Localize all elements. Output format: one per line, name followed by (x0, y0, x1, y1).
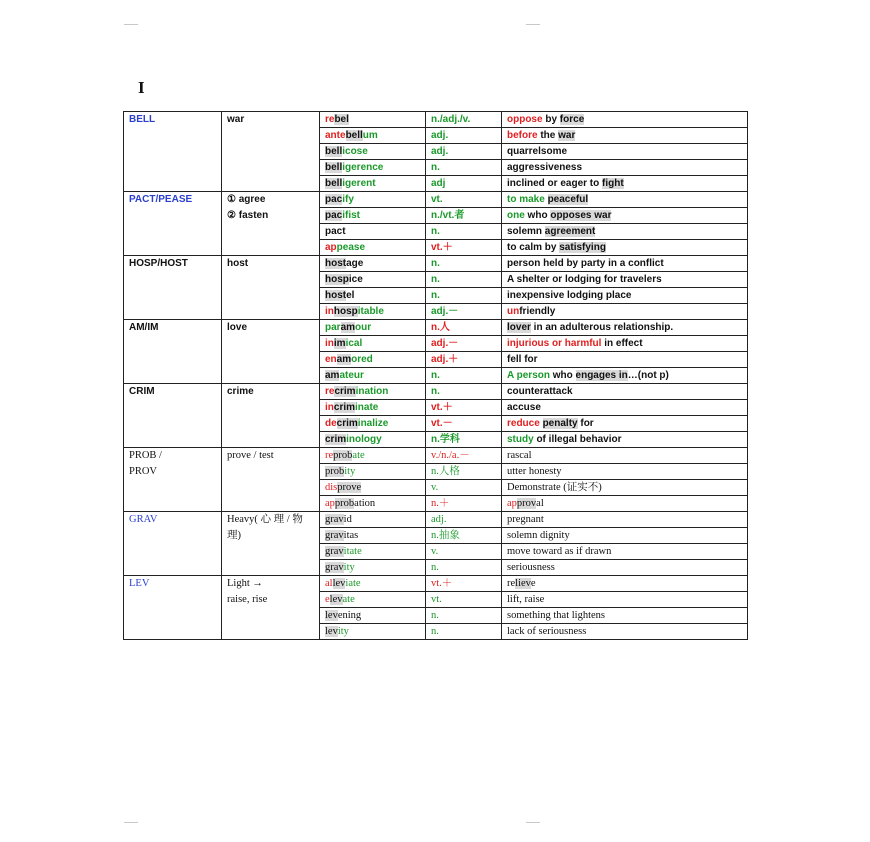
word-cell (320, 592, 426, 608)
word-cell (320, 448, 426, 464)
word-segment: grav (325, 562, 344, 573)
word-cell (320, 464, 426, 480)
definition-segment: seriousness (507, 562, 555, 573)
part-of-speech-cell (426, 192, 502, 208)
part-of-speech-cell (426, 480, 502, 496)
word-segment: pease (336, 242, 366, 253)
table-row (124, 576, 748, 592)
definition-segment: something that lightens (507, 610, 605, 621)
part-of-speech-cell (426, 320, 502, 336)
word-cell (320, 496, 426, 512)
pos-segment: n. (431, 162, 440, 173)
page-letter: I (138, 78, 145, 97)
definition-cell (502, 544, 748, 560)
definition-segment: to calm by (507, 242, 560, 253)
word-segment: crim (334, 386, 356, 397)
definition-segment: lift, raise (507, 594, 545, 605)
definition-segment: oppose (507, 114, 543, 125)
word-segment: crim (336, 418, 358, 429)
definition-segment: accuse (507, 402, 541, 413)
word-segment: ical (345, 338, 363, 349)
word-segment: itate (343, 546, 362, 557)
pos-segment: adj. (431, 130, 449, 141)
table-row (124, 192, 748, 208)
meaning-cell: war (222, 112, 320, 192)
definition-segment: injurious or harmful (507, 338, 602, 349)
definition-cell (502, 336, 748, 352)
pos-segment: vt. (431, 594, 442, 605)
definition-cell (502, 528, 748, 544)
word-cell (320, 320, 426, 336)
word-segment: am (340, 322, 356, 333)
word-segment: igerence (342, 162, 384, 173)
word-segment: grav (325, 530, 344, 541)
definition-cell (502, 352, 748, 368)
definition-segment: solemn (507, 226, 545, 237)
definition-cell (502, 144, 748, 160)
root-cell: GRAV (124, 512, 222, 576)
part-of-speech-cell (426, 432, 502, 448)
definition-cell (502, 256, 748, 272)
word-segment: prob (333, 450, 353, 461)
word-segment: pac (325, 210, 343, 221)
part-of-speech-cell (426, 160, 502, 176)
definition-segment: in an adulterous relationship. (530, 322, 674, 333)
part-of-speech-cell (426, 176, 502, 192)
pos-segment: n.＋ (431, 498, 450, 509)
definition-segment: lack of seriousness (507, 626, 587, 637)
pos-segment: n. (431, 610, 439, 621)
word-segment: de (325, 418, 337, 429)
word-segment: inology (346, 434, 382, 445)
corner-mark-top-left (124, 24, 138, 25)
pos-segment: n. (431, 370, 440, 381)
word-segment: in (325, 306, 334, 317)
word-segment: ity (337, 626, 349, 637)
definition-segment: one (507, 210, 525, 221)
part-of-speech-cell (426, 544, 502, 560)
pos-segment: n.学科 (431, 434, 460, 445)
meaning-cell: ① agree ② fasten (222, 192, 320, 256)
definition-cell (502, 576, 748, 592)
word-segment: el (346, 290, 355, 301)
pos-segment: n. (431, 386, 440, 397)
word-cell (320, 528, 426, 544)
part-of-speech-cell (426, 400, 502, 416)
word-segment: itas (343, 530, 359, 541)
definition-segment: …(not p) (627, 370, 669, 381)
part-of-speech-cell (426, 336, 502, 352)
word-segment: grav (325, 546, 344, 557)
root-cell: BELL (124, 112, 222, 192)
word-segment: bell (325, 162, 343, 173)
table-row (124, 512, 748, 528)
pos-segment: vt.－ (431, 418, 453, 429)
word-segment: re (325, 386, 335, 397)
part-of-speech-cell (426, 496, 502, 512)
table-row (124, 256, 748, 272)
vocabulary-table (123, 111, 748, 640)
word-cell (320, 192, 426, 208)
word-segment: host (325, 258, 347, 269)
part-of-speech-cell (426, 576, 502, 592)
word-cell (320, 560, 426, 576)
part-of-speech-cell (426, 304, 502, 320)
part-of-speech-cell (426, 256, 502, 272)
definition-segment: lover (507, 322, 531, 333)
word-segment: in (325, 338, 334, 349)
pos-segment: adj. (431, 146, 449, 157)
meaning-cell: prove / test (222, 448, 320, 512)
definition-cell (502, 160, 748, 176)
definition-segment: of illegal behavior (533, 434, 622, 445)
root-cell: PACT/PEASE (124, 192, 222, 256)
word-segment: im (333, 338, 346, 349)
pos-segment: n./vt.者 (431, 210, 465, 221)
word-segment: in (325, 402, 334, 413)
root-cell: AM/IM (124, 320, 222, 384)
word-cell (320, 208, 426, 224)
word-segment: par (325, 322, 341, 333)
part-of-speech-cell (426, 624, 502, 640)
definition-cell (502, 560, 748, 576)
definition-segment: aggressiveness (507, 162, 583, 173)
word-segment: lev (325, 626, 338, 637)
pos-segment: v. (431, 546, 439, 557)
word-segment: hosp (325, 274, 349, 285)
definition-segment: ap (507, 498, 517, 509)
definition-cell (502, 320, 748, 336)
word-cell (320, 576, 426, 592)
word-segment: ify (342, 194, 354, 205)
definition-segment: friendly (519, 306, 556, 317)
word-segment: ate (352, 450, 365, 461)
definition-segment: un (507, 306, 520, 317)
meaning-cell: love (222, 320, 320, 384)
definition-segment: al (536, 498, 544, 509)
definition-segment: by (542, 114, 560, 125)
definition-cell (502, 608, 748, 624)
word-cell (320, 256, 426, 272)
pos-segment: n. (431, 562, 439, 573)
definition-segment: to make (507, 194, 548, 205)
word-segment: icose (342, 146, 368, 157)
table-row (124, 320, 748, 336)
definition-cell (502, 368, 748, 384)
definition-segment: in effect (601, 338, 643, 349)
word-cell (320, 160, 426, 176)
word-segment: lev (332, 578, 346, 589)
word-segment: lev (325, 610, 338, 621)
definition-segment: engages in (575, 370, 628, 381)
table-row (124, 384, 748, 400)
definition-segment: study (507, 434, 534, 445)
definition-segment: opposes war (550, 210, 612, 221)
word-cell (320, 144, 426, 160)
word-segment: ap (325, 242, 337, 253)
part-of-speech-cell (426, 528, 502, 544)
word-segment: crim (325, 434, 347, 445)
pos-segment: vt.＋ (431, 578, 453, 589)
word-segment: pac (325, 194, 343, 205)
word-segment: e (325, 594, 330, 605)
definition-cell (502, 192, 748, 208)
definition-cell (502, 176, 748, 192)
word-cell (320, 224, 426, 240)
part-of-speech-cell (426, 240, 502, 256)
word-segment: ate (342, 594, 355, 605)
definition-segment: pregnant (507, 514, 544, 525)
pos-segment: adj.－ (431, 338, 459, 349)
definition-cell (502, 400, 748, 416)
corner-mark-top-right (526, 24, 540, 25)
definition-segment: Demonstrate (证实不) (507, 482, 602, 493)
word-segment: ateur (339, 370, 364, 381)
part-of-speech-cell (426, 128, 502, 144)
definition-cell (502, 624, 748, 640)
definition-segment: counterattack (507, 386, 573, 397)
word-cell (320, 384, 426, 400)
word-segment: prob (325, 466, 345, 477)
word-segment: itable (357, 306, 384, 317)
part-of-speech-cell (426, 560, 502, 576)
definition-segment: inexpensive lodging place (507, 290, 632, 301)
word-segment: re (325, 450, 334, 461)
word-segment: id (343, 514, 352, 525)
word-cell (320, 544, 426, 560)
word-segment: crim (333, 402, 356, 413)
pos-segment: v./n./a.－ (431, 450, 470, 461)
definition-segment: peaceful (547, 194, 589, 205)
meaning-cell: Light → raise, rise (222, 576, 320, 640)
word-segment: ation (354, 498, 376, 509)
definition-cell (502, 432, 748, 448)
word-segment: re (325, 114, 335, 125)
definition-cell (502, 448, 748, 464)
corner-mark-bottom-right (526, 822, 540, 823)
part-of-speech-cell (426, 448, 502, 464)
part-of-speech-cell (426, 384, 502, 400)
definition-cell (502, 464, 748, 480)
definition-cell (502, 272, 748, 288)
word-segment: ored (351, 354, 373, 365)
part-of-speech-cell (426, 416, 502, 432)
word-segment: age (346, 258, 364, 269)
definition-cell (502, 224, 748, 240)
part-of-speech-cell (426, 224, 502, 240)
definition-segment: who (549, 370, 576, 381)
definition-segment: solemn dignity (507, 530, 570, 541)
definition-segment: person held by party in a conflict (507, 258, 664, 269)
word-segment: prob (334, 498, 355, 509)
pos-segment: adj. (431, 514, 447, 525)
pos-segment: n. (431, 290, 440, 301)
meaning-cell: crime (222, 384, 320, 448)
word-segment: bel (334, 114, 349, 125)
definition-segment: e (530, 578, 536, 589)
pos-segment: vt.＋ (431, 242, 453, 253)
pos-segment: vt.＋ (431, 402, 453, 413)
meaning-cell: host (222, 256, 320, 320)
definition-cell (502, 512, 748, 528)
definition-segment: liev (515, 578, 531, 589)
word-cell (320, 400, 426, 416)
definition-segment: satisfying (559, 242, 606, 253)
word-segment: bell (325, 178, 343, 189)
corner-mark-bottom-left (124, 822, 138, 823)
definition-cell (502, 304, 748, 320)
definition-segment: for (577, 418, 594, 429)
part-of-speech-cell (426, 144, 502, 160)
definition-segment: quarrelsome (507, 146, 568, 157)
definition-segment: before (507, 130, 538, 141)
definition-segment: fight (602, 178, 624, 189)
word-segment: al (325, 578, 333, 589)
word-segment: grav (325, 514, 344, 525)
word-cell (320, 416, 426, 432)
definition-segment: re (507, 578, 516, 589)
word-cell (320, 128, 426, 144)
part-of-speech-cell (426, 592, 502, 608)
pos-segment: n.人格 (431, 466, 460, 477)
root-cell: CRIM (124, 384, 222, 448)
word-segment: ination (355, 386, 389, 397)
word-cell (320, 608, 426, 624)
word-segment: ifist (342, 210, 361, 221)
table-row (124, 448, 748, 464)
word-segment: en (325, 354, 337, 365)
definition-cell (502, 592, 748, 608)
definition-cell (502, 112, 748, 128)
pos-segment: n.抽象 (431, 530, 460, 541)
word-cell (320, 112, 426, 128)
word-segment: ante (325, 130, 346, 141)
word-cell (320, 272, 426, 288)
part-of-speech-cell (426, 464, 502, 480)
word-segment: bell (345, 130, 363, 141)
word-segment: igerent (342, 178, 376, 189)
pos-segment: v. (431, 482, 439, 493)
pos-segment: adj.－ (431, 306, 459, 317)
definition-cell (502, 128, 748, 144)
word-cell (320, 432, 426, 448)
word-cell (320, 288, 426, 304)
word-segment: pact (325, 226, 346, 237)
part-of-speech-cell (426, 288, 502, 304)
word-cell (320, 368, 426, 384)
definition-segment: agreement (544, 226, 596, 237)
pos-segment: adj.＋ (431, 354, 459, 365)
word-cell (320, 480, 426, 496)
definition-cell (502, 208, 748, 224)
meaning-cell: Heavy( 心 理 / 物理) (222, 512, 320, 576)
word-segment: inate (355, 402, 379, 413)
word-segment: bell (325, 146, 343, 157)
part-of-speech-cell (426, 608, 502, 624)
pos-segment: n. (431, 258, 440, 269)
word-segment: ening (337, 610, 362, 621)
word-cell (320, 176, 426, 192)
word-segment: dis (325, 482, 338, 493)
part-of-speech-cell (426, 512, 502, 528)
definition-cell (502, 480, 748, 496)
pos-segment: adj (431, 178, 446, 189)
definition-segment: A shelter or lodging for travelers (507, 274, 662, 285)
part-of-speech-cell (426, 208, 502, 224)
word-segment: ice (348, 274, 363, 285)
word-segment: ity (344, 466, 356, 477)
word-segment: um (362, 130, 378, 141)
word-cell (320, 624, 426, 640)
definition-segment: who (524, 210, 551, 221)
word-cell (320, 304, 426, 320)
definition-cell (502, 384, 748, 400)
word-segment: iate (345, 578, 361, 589)
definition-cell (502, 240, 748, 256)
definition-segment: prov (516, 498, 537, 509)
table-row (124, 112, 748, 128)
definition-segment: reduce (507, 418, 543, 429)
word-segment: host (325, 290, 347, 301)
part-of-speech-cell (426, 352, 502, 368)
word-segment: am (336, 354, 352, 365)
definition-cell (502, 496, 748, 512)
definition-segment: the (537, 130, 559, 141)
word-cell (320, 512, 426, 528)
part-of-speech-cell (426, 272, 502, 288)
word-segment: am (325, 370, 340, 381)
part-of-speech-cell (426, 112, 502, 128)
definition-segment: A person (507, 370, 550, 381)
definition-segment: penalty (542, 418, 578, 429)
word-segment: lev (329, 594, 343, 605)
definition-segment: fell for (507, 354, 538, 365)
word-segment: ap (325, 498, 335, 509)
word-cell (320, 240, 426, 256)
part-of-speech-cell (426, 368, 502, 384)
root-cell: LEV (124, 576, 222, 640)
root-cell: HOSP/HOST (124, 256, 222, 320)
definition-segment: war (558, 130, 576, 141)
pos-segment: n. (431, 226, 440, 237)
word-segment: inalize (357, 418, 389, 429)
word-cell (320, 336, 426, 352)
word-segment: hosp (333, 306, 358, 317)
definition-cell (502, 288, 748, 304)
word-segment: our (355, 322, 372, 333)
root-cell: PROB / PROV (124, 448, 222, 512)
pos-segment: vt. (431, 194, 443, 205)
pos-segment: n. (431, 274, 440, 285)
definition-segment: inclined or eager to (507, 178, 603, 189)
word-cell (320, 352, 426, 368)
definition-segment: force (559, 114, 585, 125)
definition-segment: utter honesty (507, 466, 562, 477)
definition-segment: move toward as if drawn (507, 546, 612, 557)
pos-segment: n. (431, 626, 439, 637)
word-segment: ity (343, 562, 355, 573)
pos-segment: n.人 (431, 322, 450, 333)
definition-cell (502, 416, 748, 432)
definition-segment: rascal (507, 450, 532, 461)
pos-segment: n./adj./v. (431, 114, 471, 125)
word-segment: prove (337, 482, 362, 493)
